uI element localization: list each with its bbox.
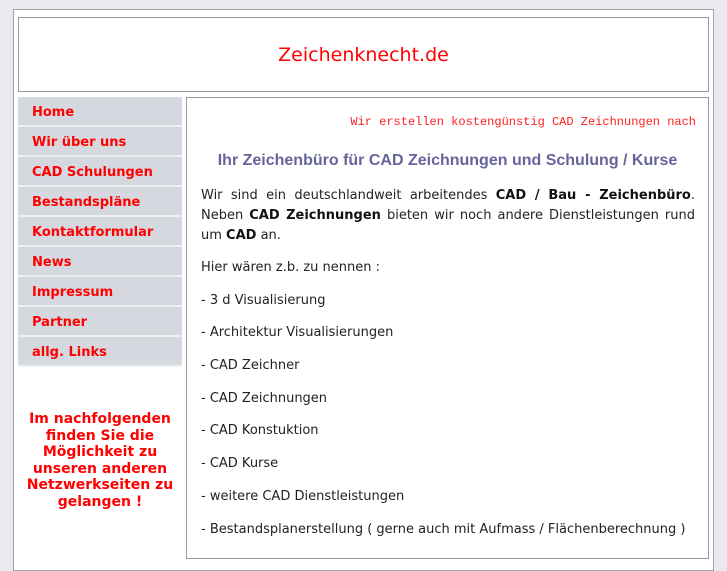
headline: Ihr Zeichenbüro für CAD Zeichnungen und Schulung / Kurse [217,152,678,169]
nav-wir-ueber-uns[interactable]: Wir über uns [18,127,182,157]
list-item: - weitere CAD Dienstleistungen [201,488,405,504]
nav-links[interactable]: allg. Links [18,337,182,367]
intro-paragraph [201,186,695,246]
nav-cad-schulungen[interactable]: CAD Schulungen [18,157,182,187]
list-item: - CAD Kurse [201,456,279,472]
nav-kontaktformular[interactable]: Kontaktformular [18,217,182,247]
nav-home[interactable]: Home [18,97,182,127]
main-content [186,97,709,559]
site-header [18,17,709,92]
list-item: - CAD Zeichner [201,358,300,374]
intro-bold: CAD [226,228,257,243]
network-note: Im nachfolgenden finden Sie die Möglichkeit zu unseren anderen Netzwerkseiten zu gelangen ! [26,411,174,510]
list-item: - CAD Zeichnungen [201,390,328,406]
tagline: Wir erstellen kostengünstig CAD Zeichnungen nach [350,115,696,129]
intro-text: bieten wir noch andere Dienstleistungen rund um [201,208,695,243]
list-intro: Hier wären z.b. zu nennen : [201,260,381,275]
list-item: - Architektur Visualisierungen [201,325,394,341]
sidebar [18,97,182,510]
list-item: - 3 d Visualisierung [201,292,326,308]
nav-bestandsplaene[interactable]: Bestandspläne [18,187,182,217]
site-title[interactable]: Zeichenknecht.de [278,43,449,66]
body-text [201,186,695,552]
list-item: - Bestandsplanerstellung ( gerne auch mit Aufmass / Flächenberechnung ) [201,521,686,537]
intro-bold: CAD Zeichnungen [249,208,381,223]
intro-text: Wir sind ein deutschlandweit arbeitendes [201,188,496,203]
nav-partner[interactable]: Partner [18,307,182,337]
intro-bold: CAD / Bau - Zeichenbüro [495,188,691,203]
nav-impressum[interactable]: Impressum [18,277,182,307]
list-item: - CAD Konstuktion [201,423,319,439]
intro-text: an. [256,228,281,243]
nav-news[interactable]: News [18,247,182,277]
intro-text: . Neben [201,188,695,223]
